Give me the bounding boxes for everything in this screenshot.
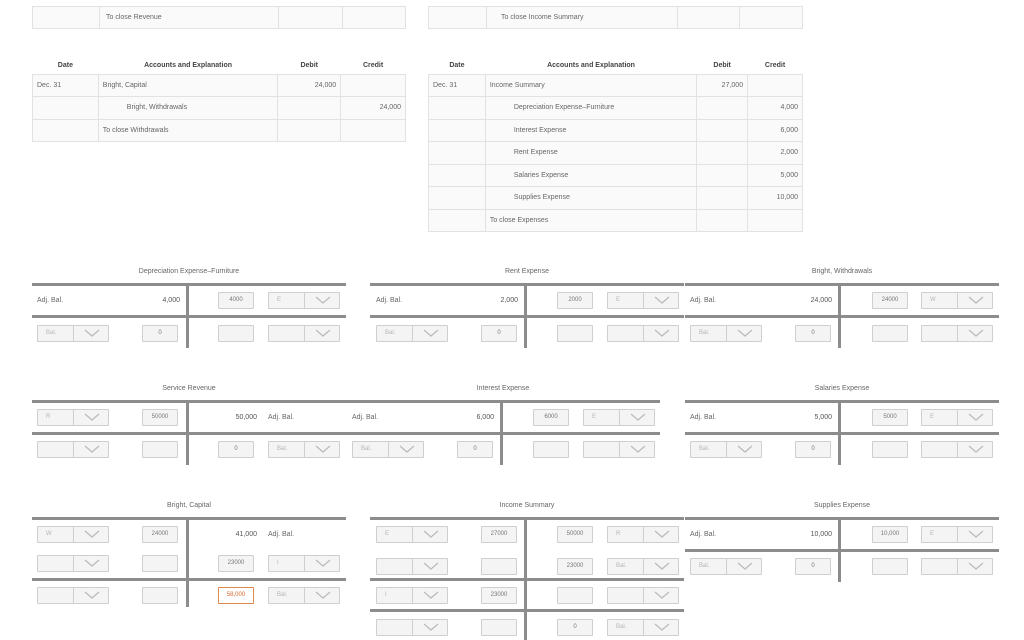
balance-label-select[interactable]: Bal. xyxy=(352,441,424,458)
journal-date[interactable]: Dec. 31 xyxy=(429,74,486,97)
journal-date[interactable] xyxy=(429,142,486,165)
chevron-down-icon xyxy=(957,527,992,542)
journal-debit[interactable] xyxy=(697,97,748,120)
closing-amount-input[interactable]: 4000 xyxy=(218,292,254,309)
balance-label-select[interactable] xyxy=(268,325,340,342)
chevron-down-icon xyxy=(957,559,992,574)
col-date: Date xyxy=(429,57,486,74)
closing-amount-input[interactable]: 24000 xyxy=(142,526,178,543)
chevron-down-icon xyxy=(304,442,339,457)
chevron-down-icon xyxy=(73,442,108,457)
journal-account[interactable]: Bright, Capital xyxy=(98,74,278,97)
balance-label-select[interactable]: Bal. xyxy=(690,325,762,342)
journal-account[interactable]: To close Withdrawals xyxy=(98,119,278,142)
adj-bal-label: Adj. Bal. xyxy=(352,414,379,421)
col-credit: Credit xyxy=(748,57,803,74)
journal-table-left xyxy=(32,57,406,142)
t-top-bar xyxy=(685,283,999,286)
journal-row xyxy=(429,142,803,165)
balance-label-select[interactable] xyxy=(921,325,993,342)
balance-amount-input[interactable]: 23000 xyxy=(557,558,593,575)
chevron-down-icon xyxy=(73,556,108,571)
closing-ref-select[interactable]: E xyxy=(583,409,655,426)
journal-credit[interactable] xyxy=(748,74,803,97)
t-title-salaries: Salaries Expense xyxy=(814,385,870,392)
t-top-bar xyxy=(32,517,346,520)
chevron-down-icon xyxy=(412,527,447,542)
closing-amount-input[interactable]: 2000 xyxy=(557,292,593,309)
chevron-down-icon xyxy=(619,410,654,425)
closing-amount-input[interactable]: 6000 xyxy=(533,409,569,426)
journal-text: To close Income Summary xyxy=(501,14,584,21)
journal-date[interactable] xyxy=(429,187,486,210)
t-top-bar xyxy=(370,283,684,286)
closing-amount-input[interactable]: 23000 xyxy=(218,555,254,572)
balance-amount-input[interactable] xyxy=(142,441,178,458)
t-center-bar xyxy=(524,517,527,640)
chevron-down-icon xyxy=(412,326,447,341)
col-accounts: Accounts and Explanation xyxy=(98,57,278,74)
closing-ref-select[interactable]: I xyxy=(268,555,340,572)
balance-amount-input[interactable]: 0 xyxy=(457,441,493,458)
chevron-down-icon xyxy=(73,527,108,542)
adj-bal-label: Adj. Bal. xyxy=(268,531,295,538)
chevron-down-icon xyxy=(957,293,992,308)
adj-bal-label: Adj. Bal. xyxy=(690,531,717,538)
chevron-down-icon xyxy=(73,326,108,341)
closing-ref-select[interactable]: E xyxy=(376,526,448,543)
adj-bal-label: Adj. Bal. xyxy=(37,297,64,304)
journal-credit[interactable]: 4,000 xyxy=(748,97,803,120)
balance-label-select[interactable]: Bal. xyxy=(376,325,448,342)
balance-amount-input[interactable] xyxy=(142,587,178,604)
chevron-down-icon xyxy=(304,326,339,341)
journal-credit[interactable]: 24,000 xyxy=(341,97,406,120)
closing-amount-input[interactable]: 50000 xyxy=(557,526,593,543)
chevron-down-icon xyxy=(412,559,447,574)
journal-account[interactable]: Income Summary xyxy=(485,74,696,97)
adj-bal-value: 2,000 xyxy=(500,297,518,304)
journal-row xyxy=(33,119,406,142)
t-title-withdrawals: Bright, Withdrawals xyxy=(811,268,873,275)
balance-label-select[interactable]: Bal. xyxy=(607,558,679,575)
closing-amount-input[interactable]: 10,000 xyxy=(872,526,908,543)
adj-bal-value: 41,000 xyxy=(235,531,257,538)
col-debit: Debit xyxy=(697,57,748,74)
journal-credit[interactable]: 5,000 xyxy=(748,164,803,187)
t-center-bar xyxy=(186,283,189,348)
t-top-bar xyxy=(685,400,999,403)
t-title-interest: Interest Expense xyxy=(476,385,530,392)
balance-amount-input[interactable]: 58,000 xyxy=(218,587,254,604)
closing-ref-select[interactable]: E xyxy=(921,526,993,543)
closing-ref-select[interactable]: R xyxy=(37,409,109,426)
closing-ref-select[interactable] xyxy=(607,587,679,604)
journal-account[interactable]: Salaries Expense xyxy=(485,164,696,187)
balance-label-select[interactable]: Bal. xyxy=(37,325,109,342)
journal-row xyxy=(429,209,803,232)
t-balance-bar xyxy=(32,578,346,581)
t-center-bar xyxy=(838,400,841,465)
col-debit: Debit xyxy=(278,57,341,74)
journal-debit[interactable] xyxy=(697,209,748,232)
chevron-down-icon xyxy=(304,588,339,603)
balance-label-select[interactable] xyxy=(37,441,109,458)
closing-ref-select[interactable]: E xyxy=(268,292,340,309)
balance-amount-input[interactable] xyxy=(218,325,254,342)
t-title-service-revenue: Service Revenue xyxy=(162,385,216,392)
chevron-down-icon xyxy=(643,620,678,635)
adj-bal-label: Adj. Bal. xyxy=(268,414,295,421)
journal-date[interactable] xyxy=(429,209,486,232)
journal-account[interactable]: Interest Expense xyxy=(485,119,696,142)
chevron-down-icon xyxy=(304,556,339,571)
t-center-bar xyxy=(500,400,503,465)
journal-date[interactable] xyxy=(429,97,486,120)
journal-credit[interactable] xyxy=(341,119,406,142)
chevron-down-icon xyxy=(619,442,654,457)
adj-bal-value: 4,000 xyxy=(162,297,180,304)
chevron-down-icon xyxy=(726,442,761,457)
t-top-bar xyxy=(32,400,346,403)
journal-row xyxy=(429,164,803,187)
chevron-down-icon xyxy=(643,293,678,308)
t-top-bar xyxy=(346,400,660,403)
t-balance-bar xyxy=(685,315,999,318)
journal-credit[interactable]: 2,000 xyxy=(748,142,803,165)
journal-account[interactable]: Bright, Withdrawals xyxy=(98,97,278,120)
balance-amount-input[interactable] xyxy=(481,558,517,575)
adj-bal-value: 24,000 xyxy=(810,297,832,304)
journal-date[interactable] xyxy=(33,119,99,142)
journal-account[interactable]: Depreciation Expense–Furniture xyxy=(485,97,696,120)
closing-ref-select[interactable]: R xyxy=(607,526,679,543)
top-row-left xyxy=(32,6,406,29)
chevron-down-icon xyxy=(957,410,992,425)
closing-ref-select[interactable] xyxy=(37,555,109,572)
journal-debit[interactable]: 27,000 xyxy=(697,74,748,97)
journal-row xyxy=(429,74,803,97)
t-balance-bar xyxy=(346,432,660,435)
t-top-bar xyxy=(685,517,999,520)
adj-bal-label: Adj. Bal. xyxy=(690,297,717,304)
t-balance-bar xyxy=(32,432,346,435)
balance-label-select[interactable] xyxy=(37,587,109,604)
journal-account[interactable]: Supplies Expense xyxy=(485,187,696,210)
adj-bal-value: 6,000 xyxy=(476,414,494,421)
journal-date[interactable] xyxy=(33,97,99,120)
journal-credit[interactable]: 6,000 xyxy=(748,119,803,142)
chevron-down-icon xyxy=(73,588,108,603)
journal-credit[interactable] xyxy=(748,209,803,232)
closing-amount-input[interactable]: 24000 xyxy=(872,292,908,309)
chevron-down-icon xyxy=(73,410,108,425)
col-date: Date xyxy=(33,57,99,74)
col-accounts: Accounts and Explanation xyxy=(485,57,696,74)
closing-amount-input[interactable]: 23000 xyxy=(481,587,517,604)
journal-debit[interactable] xyxy=(697,187,748,210)
journal-row xyxy=(33,97,406,120)
journal-date[interactable] xyxy=(429,119,486,142)
journal-date[interactable]: Dec. 31 xyxy=(33,74,99,97)
journal-table-right xyxy=(428,57,803,232)
journal-debit[interactable] xyxy=(697,119,748,142)
t-title-supplies: Supplies Expense xyxy=(813,502,871,509)
closing-amount-input[interactable] xyxy=(142,555,178,572)
closing-ref-select[interactable]: I xyxy=(376,587,448,604)
balance-amount-input[interactable] xyxy=(872,441,908,458)
balance-amount-input[interactable]: 0 xyxy=(557,619,593,636)
t-balance-bar xyxy=(685,549,999,552)
col-credit: Credit xyxy=(341,57,406,74)
adj-bal-label: Adj. Bal. xyxy=(376,297,403,304)
journal-credit[interactable]: 10,000 xyxy=(748,187,803,210)
chevron-down-icon xyxy=(726,559,761,574)
closing-ref-select[interactable]: W xyxy=(921,292,993,309)
balance-amount-input[interactable]: 0 xyxy=(481,325,517,342)
adj-bal-value: 50,000 xyxy=(235,414,257,421)
t-title-capital: Bright, Capital xyxy=(167,502,211,509)
t-title-depreciation: Depreciation Expense–Furniture xyxy=(138,268,240,275)
chevron-down-icon xyxy=(388,442,423,457)
chevron-down-icon xyxy=(643,527,678,542)
balance-label-select[interactable]: Bal. xyxy=(607,619,679,636)
closing-amount-input[interactable] xyxy=(557,587,593,604)
balance-label-select[interactable] xyxy=(607,325,679,342)
balance-amount-input[interactable]: 0 xyxy=(142,325,178,342)
balance-label-select[interactable]: Bal. xyxy=(690,441,762,458)
t-title-rent: Rent Expense xyxy=(505,268,549,275)
chevron-down-icon xyxy=(726,326,761,341)
closing-amount-input[interactable]: 50000 xyxy=(142,409,178,426)
journal-text: To close Revenue xyxy=(106,14,162,21)
journal-debit[interactable] xyxy=(697,164,748,187)
journal-row xyxy=(429,187,803,210)
balance-amount-input[interactable] xyxy=(533,441,569,458)
chevron-down-icon xyxy=(412,588,447,603)
balance-label-select[interactable] xyxy=(921,441,993,458)
balance-label-select[interactable] xyxy=(376,558,448,575)
t-balance-bar xyxy=(370,315,684,318)
balance-amount-input[interactable]: 0 xyxy=(795,558,831,575)
chevron-down-icon xyxy=(304,293,339,308)
chevron-down-icon xyxy=(643,588,678,603)
balance-label-select[interactable]: Bal. xyxy=(268,441,340,458)
journal-row xyxy=(33,74,406,97)
adj-bal-value: 10,000 xyxy=(810,531,832,538)
chevron-down-icon xyxy=(643,559,678,574)
journal-debit[interactable] xyxy=(278,97,341,120)
t-title-income-summary: Income Summary xyxy=(499,502,555,509)
journal-debit[interactable] xyxy=(278,119,341,142)
t-balance-bar xyxy=(685,432,999,435)
balance-amount-input[interactable] xyxy=(481,619,517,636)
balance-amount-input[interactable]: 0 xyxy=(795,441,831,458)
journal-debit[interactable]: 24,000 xyxy=(278,74,341,97)
balance-amount-input[interactable]: 0 xyxy=(218,441,254,458)
t-center-bar xyxy=(838,283,841,348)
balance-label-select[interactable]: Bal. xyxy=(268,587,340,604)
journal-credit[interactable] xyxy=(341,74,406,97)
chevron-down-icon xyxy=(957,326,992,341)
journal-date[interactable] xyxy=(429,164,486,187)
balance-amount-input[interactable]: 0 xyxy=(795,325,831,342)
balance-amount-input[interactable] xyxy=(557,325,593,342)
t-center-bar xyxy=(186,400,189,465)
balance-label-select[interactable]: Bal. xyxy=(690,558,762,575)
closing-ref-select[interactable]: E xyxy=(607,292,679,309)
balance-label-select[interactable] xyxy=(583,441,655,458)
balance-label-select[interactable] xyxy=(376,619,448,636)
top-row-right xyxy=(428,6,803,29)
t-center-bar xyxy=(524,283,527,348)
balance-amount-input[interactable] xyxy=(872,325,908,342)
t-center-bar xyxy=(838,517,841,582)
adj-bal-label: Adj. Bal. xyxy=(690,414,717,421)
journal-account[interactable]: Rent Expense xyxy=(485,142,696,165)
t-center-bar xyxy=(186,517,189,607)
chevron-down-icon xyxy=(957,442,992,457)
t-top-bar xyxy=(32,283,346,286)
journal-row xyxy=(429,97,803,120)
balance-amount-input[interactable] xyxy=(872,558,908,575)
chevron-down-icon xyxy=(643,326,678,341)
t-balance-bar xyxy=(370,578,684,581)
chevron-down-icon xyxy=(412,620,447,635)
journal-account[interactable]: To close Expenses xyxy=(485,209,696,232)
closing-amount-input[interactable]: 5000 xyxy=(872,409,908,426)
journal-row xyxy=(429,119,803,142)
closing-ref-select[interactable]: W xyxy=(37,526,109,543)
closing-amount-input[interactable]: 27000 xyxy=(481,526,517,543)
balance-label-select[interactable] xyxy=(921,558,993,575)
t-top-bar xyxy=(370,517,684,520)
t-balance-bar xyxy=(32,315,346,318)
journal-debit[interactable] xyxy=(697,142,748,165)
t-balance-bar xyxy=(370,609,684,612)
adj-bal-value: 5,000 xyxy=(814,414,832,421)
closing-ref-select[interactable]: E xyxy=(921,409,993,426)
